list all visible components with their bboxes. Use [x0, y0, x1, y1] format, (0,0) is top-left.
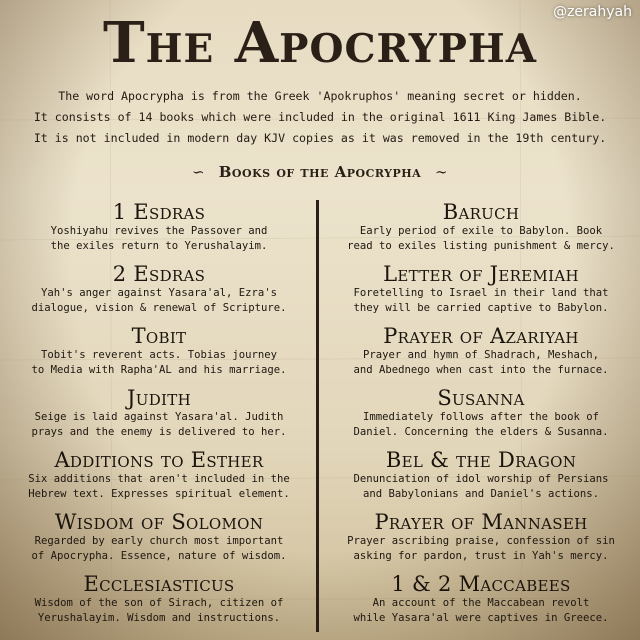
- book-description: Denunciation of idol worship of Persians: [353, 473, 609, 485]
- book-description: read to exiles listing punishment & mercy.: [347, 239, 615, 252]
- book-description: Yoshiyahu revives the Passover and: [50, 225, 268, 237]
- book-entry: [2, 448, 316, 510]
- book-description: to Media with Rapha'AL and his marriage.: [31, 363, 287, 376]
- book-entry: [324, 572, 638, 634]
- left-books-column: [2, 200, 316, 634]
- intro-line: The word Apocrypha is from the Greek 'Apokruphos' meaning secret or hidden.: [58, 89, 582, 103]
- book-description: of Apocrypha. Essence, nature of wisdom.: [31, 549, 287, 562]
- book-entry: [324, 324, 638, 386]
- book-title: Susanna: [437, 386, 525, 410]
- book-entry: [2, 200, 316, 262]
- book-title: 1 Esdras: [112, 200, 206, 224]
- book-entry: [324, 262, 638, 324]
- book-title: Prayer of Mannaseh: [374, 510, 588, 534]
- book-title: Ecclesiasticus: [83, 572, 235, 596]
- subheading-text: Books of the Apocrypha: [218, 163, 422, 181]
- book-description: dialogue, vision & renewal of Scripture.: [31, 301, 287, 314]
- book-title: Wisdom of Solomon: [54, 510, 264, 534]
- book-title: Bel & the Dragon: [385, 448, 577, 472]
- book-title: Judith: [127, 386, 191, 410]
- book-description: while Yasara'al were captives in Greece.: [353, 611, 609, 624]
- watermark-handle: @zerahyah: [553, 4, 632, 20]
- swirl-ornament-icon: ∼: [434, 163, 449, 181]
- book-entry: [324, 386, 638, 448]
- book-entry: [324, 448, 638, 510]
- book-entry: [2, 510, 316, 572]
- book-description: An account of the Maccabean revolt: [372, 597, 590, 609]
- book-description: prays and the enemy is delivered to her.: [31, 425, 287, 438]
- book-description: Yah's anger against Yasara'al, Ezra's: [41, 287, 277, 299]
- book-description: the exiles return to Yerushalayim.: [50, 239, 268, 252]
- book-title: 2 Esdras: [112, 262, 206, 286]
- book-entry: [324, 200, 638, 262]
- book-entry: [2, 262, 316, 324]
- book-description: Seige is laid against Yasara'al. Judith: [34, 411, 284, 423]
- intro-line: It is not included in modern day KJV copies as it was removed in the 19th century.: [33, 131, 607, 145]
- book-description: they will be carried captive to Babylon.: [353, 301, 609, 314]
- book-description: Daniel. Concerning the elders & Susanna.: [353, 425, 609, 438]
- book-description: Early period of exile to Babylon. Book: [359, 225, 603, 237]
- book-description: Hebrew text. Expresses spiritual element.: [28, 487, 290, 500]
- book-description: Prayer and hymn of Shadrach, Meshach,: [363, 349, 599, 361]
- column-divider: [316, 200, 319, 632]
- book-description: Foretelling to Israel in their land that: [353, 287, 609, 299]
- book-description: Yerushalayim. Wisdom and instructions.: [37, 611, 281, 624]
- book-title: 1 & 2 Maccabees: [391, 572, 571, 596]
- book-description: and Abednego when cast into the furnace.: [353, 363, 609, 376]
- poster-title: The Apocrypha: [102, 10, 538, 76]
- book-entry: [2, 386, 316, 448]
- right-books-column: [324, 200, 638, 634]
- book-entry: [2, 572, 316, 634]
- book-description: Six additions that aren't included in the: [28, 473, 290, 485]
- book-description: Prayer ascribing praise, confession of sin: [347, 535, 615, 547]
- book-description: and Babylonians and Daniel's actions.: [363, 487, 599, 500]
- book-title: Additions to Esther: [54, 448, 264, 472]
- book-description: Wisdom of the son of Sirach, citizen of: [34, 597, 284, 609]
- books-subheading: [0, 163, 640, 181]
- book-description: Immediately follows after the book of: [363, 411, 599, 423]
- book-title: Tobit: [131, 324, 187, 348]
- swirl-ornament-icon: ∽: [191, 163, 206, 181]
- book-title: Baruch: [442, 200, 520, 224]
- book-description: asking for pardon, trust in Yah's mercy.: [353, 549, 609, 562]
- intro-line: It consists of 14 books which were included in the original 1611 King James Bible.: [33, 110, 607, 124]
- book-description: Regarded by early church most important: [34, 535, 284, 547]
- intro-text: [10, 86, 630, 149]
- book-entry: [324, 510, 638, 572]
- book-title: Prayer of Azariyah: [383, 324, 579, 348]
- book-title: Letter of Jeremiah: [383, 262, 579, 286]
- book-entry: [2, 324, 316, 386]
- book-description: Tobit's reverent acts. Tobias journey: [41, 349, 277, 361]
